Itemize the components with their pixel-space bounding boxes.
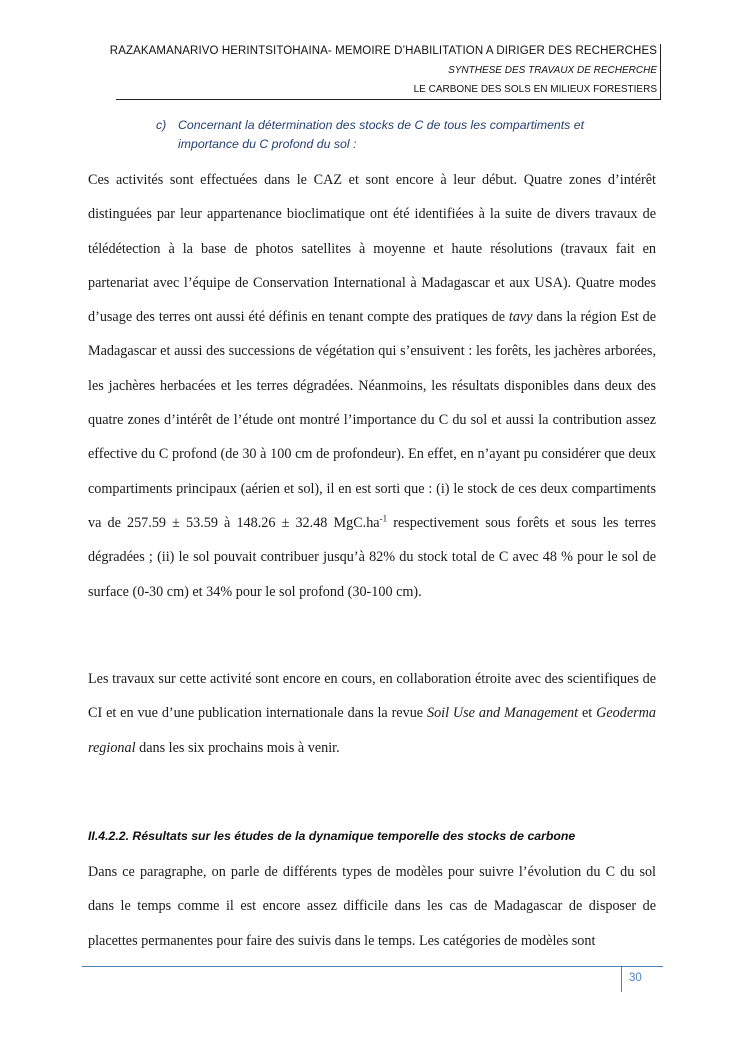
- paragraph1-part1: Ces activités sont effectuées dans le CAZ et sont encore à leur début. Quatre zones d’intérêt distinguées par leur appartenance bioclimatique ont été identifiées à la suite de divers travaux de télédétection à la base de photos satellites à moyenne et haute résolutions (travaux fait en partenariat avec l’équipe de Conservation International à Madagascar et aux USA). Quatre modes d’usage des terres ont aussi été définis en tenant compte des pratiques de: [88, 172, 656, 326]
- paragraph1-superscript: -1: [379, 513, 388, 524]
- subheading-c: [156, 116, 626, 154]
- header-section-title: SYNTHESE DES TRAVAUX DE RECHERCHE: [448, 65, 657, 76]
- header-horizontal-rule: [116, 99, 661, 100]
- paragraph2-part2: et: [578, 705, 597, 722]
- paragraph1-part2: dans la région Est de Madagascar et aussi des successions de végétation qui s’ensuivent : les forêts, les jachères arborées, les jachères herbacées et les terres dégradées. Néanmoins, les résultats disponibles dans deux des quatre zones d’intérêt de l’étude ont montré l’importance du C du sol et aussi la contribution assez effective du C profond (de 30 à 100 cm de profondeur). En effet, en n’ayant pu considérer que deux compartiments principaux (aérien et sol), il en est sorti que : (i) le stock de ces deux compartiments va de 257.59 ± 53.59 à 148.26 ± 32.48 MgC.ha: [88, 309, 656, 531]
- footer-rule: [82, 966, 663, 967]
- journal-name-1: Soil Use and Management: [426, 705, 579, 722]
- paragraph1-part3: respectivement sous forêts et sous les terres dégradées ; (ii) le sol pouvait contribuer jusqu’à 82% du stock total de C avec 48 % pour le sol de surface (0-30 cm) et 34% pour le sol profond (30-100 cm).: [88, 514, 656, 600]
- paragraph2-part3: dans les six prochains mois à venir.: [135, 739, 340, 756]
- paragraph-ongoing-work: [88, 662, 656, 765]
- paragraph1-italic-term: tavy: [508, 309, 533, 326]
- footer-vertical-rule: [621, 966, 622, 992]
- header-chapter-title: LE CARBONE DES SOLS EN MILIEUX FORESTIERS: [413, 84, 657, 95]
- page-number: 30: [629, 972, 642, 984]
- subheading-marker: c): [156, 118, 167, 132]
- header-vertical-rule: [660, 44, 661, 100]
- paragraph-models: Dans ce paragraphe, on parle de différents types de modèles pour suivre l’évolution du C du sol dans le temps comme il est encore assez difficile dans les cas de Madagascar de disposer de placettes permanentes pour faire des suivis dans le temps. Les catégories de modèles sont: [88, 864, 656, 949]
- header-author-title: RAZAKAMANARIVO HERINTSITOHAINA- MEMOIRE D’HABILITATION A DIRIGER DES RECHERCHES: [109, 45, 657, 57]
- journal-name-2: Geoderma regional: [88, 705, 656, 756]
- subheading-text: Concernant la détermination des stocks de C de tous les compartiments et importance du C profond du sol :: [178, 118, 585, 151]
- paragraph2-part1: Les travaux sur cette activité sont encore en cours, en collaboration étroite avec des scientifiques de CI et en vue d’une publication internationale dans la revue: [88, 671, 656, 722]
- section-heading: II.4.2.2. Résultats sur les études de la dynamique temporelle des stocks de carbone: [88, 829, 576, 843]
- paragraph-stocks: [88, 163, 656, 609]
